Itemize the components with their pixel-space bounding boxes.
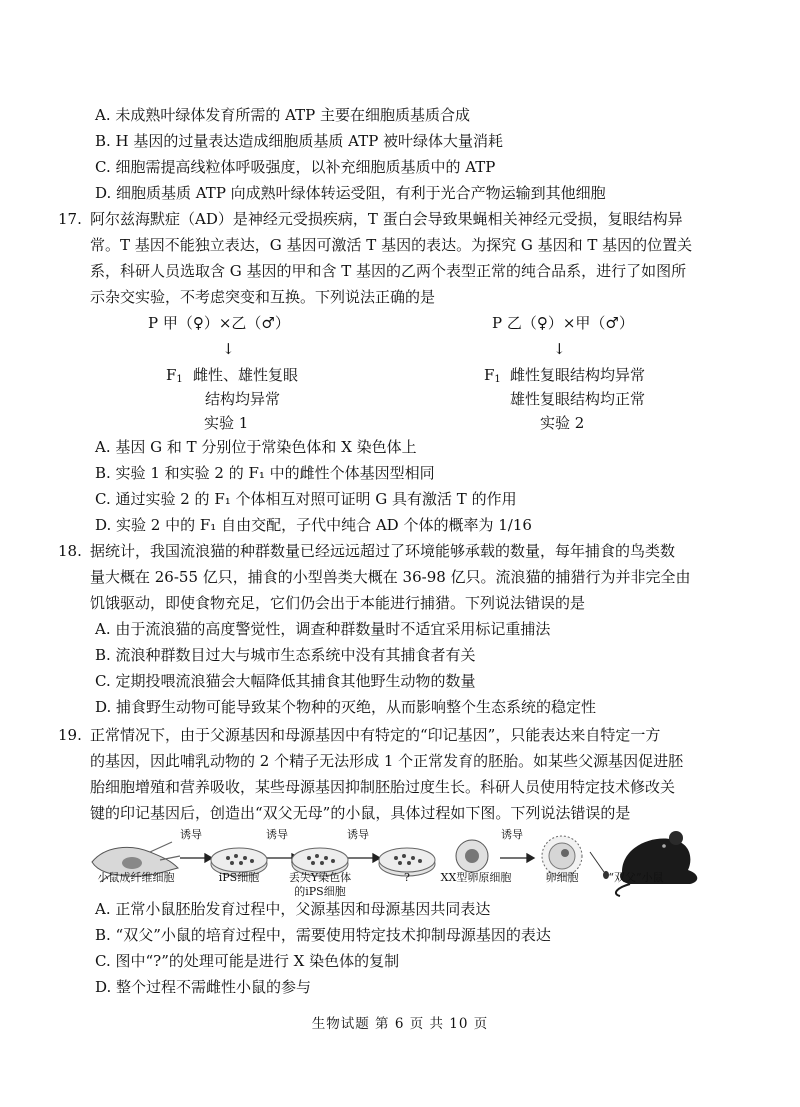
q18-option-c: C. 定期投喂流浪猫会大幅降低其捕食其他野生动物的数量 [95,672,476,690]
q19-stem-line-2: 的基因，因此哺乳动物的 2 个精子无法形成 1 个正常发育的胚胎。如某些父源基因促进胚 [90,752,684,770]
arrow-4-label: 诱导 [501,828,523,841]
q18-option-d: D. 捕食野生动物可能导致某个物种的灭绝，从而影响整个生态系统的稳定性 [95,698,597,716]
q17-stem-line-1: 阿尔兹海默症（AD）是神经元受损疾病，T 蛋白会导致果蝇相关神经元受损，复眼结构异 [90,210,683,228]
q19-figure-drawing [0,822,800,902]
label-ips: iPS细胞 [218,871,260,884]
exp1-arrow: ↓ [222,340,235,358]
label-egg: 卵细胞 [545,871,579,884]
exp2-f1-label: $F_1$ [484,366,501,385]
exp1-title: 实验 1 [204,414,249,432]
exp1-f1-result-1: 雌性、雄性复眼 [193,366,299,384]
mouse-image [590,831,697,896]
label-ips-no-y-2: 的iPS细胞 [294,885,346,898]
q19-stem-line-4: 键的印记基因后，创造出“双父无母”的小鼠，具体过程如下图。下列说法错误的是 [90,804,631,822]
exp1-parents: P 甲（♀）×乙（♂） [148,314,290,332]
egg-cell-image [542,836,582,876]
arrow-2-label: 诱导 [266,828,288,841]
q19-option-a: A. 正常小鼠胚胎发育过程中，父源基因和母源基因共同表达 [95,900,491,918]
q18-stem-line-3: 饥饿驱动，即使食物充足，它们仍会出于本能进行捕猎。下列说法错误的是 [90,594,586,612]
q17-stem-line-4: 示杂交实验，不考虑突变和互换。下列说法正确的是 [90,288,436,306]
q19-option-d: D. 整个过程不需雌性小鼠的参与 [95,978,312,996]
page-footer: 生物试题 第 6 页 共 10 页 [311,1016,489,1032]
q17-option-a: A. 基因 G 和 T 分别位于常染色体和 X 染色体上 [95,438,417,456]
q17-stem-line-2: 常。T 基因不能独立表达，G 基因可激活 T 基因的表达。为探究 G 基因和 T 基因的位置关 [90,236,693,254]
q17-option-d: D. 实验 2 中的 F₁ 自由交配，子代中纯合 AD 个体的概率为 1/16 [95,516,532,534]
label-unknown: ? [404,871,410,884]
exp2-f1-result-2: 雄性复眼结构均正常 [510,390,646,408]
q16-option-d: D. 细胞质基质 ATP 向成熟叶绿体转运受阻，有利于光合产物运输到其他细胞 [95,184,606,202]
exp2-title: 实验 2 [540,414,585,432]
arrow-3-label: 诱导 [347,828,369,841]
q17-stem-line-3: 系，科研人员选取含 G 基因的甲和含 T 基因的乙两个表型正常的纯合品系，进行了如图所 [90,262,687,280]
q18-number: 18. [58,542,82,560]
exp1-f1-result-2: 结构均异常 [205,390,281,408]
q18-stem-line-1: 据统计，我国流浪猫的种群数量已经远远超过了环境能够承载的数量，每年捕食的鸟类数 [90,542,676,560]
label-ips-no-y-1: 丢失Y染色体 [288,871,352,884]
q17-option-b: B. 实验 1 和实验 2 的 F₁ 中的雌性个体基因型相同 [95,464,435,482]
label-oogonium: XX型卵原细胞 [440,871,512,884]
q17-number: 17. [58,210,82,228]
q19-option-b: B. “双父”小鼠的培育过程中，需要使用特定技术抑制母源基因的表达 [95,926,551,944]
q17-option-c: C. 通过实验 2 的 F₁ 个体相互对照可证明 G 具有激活 T 的作用 [95,490,517,508]
oogonium-cell-image [456,840,488,872]
q19-number: 19. [58,726,82,744]
exp1-f1-label: $F_1$ [166,366,183,385]
exp2-f1-result-1: 雌性复眼结构均异常 [510,366,646,384]
arrow-1-label: 诱导 [180,828,202,841]
exp2-arrow: ↓ [553,340,566,358]
q16-option-c: C. 细胞需提高线粒体呼吸强度，以补充细胞质基质中的 ATP [95,158,496,176]
q16-option-a: A. 未成熟叶绿体发育所需的 ATP 主要在细胞质基质合成 [95,106,471,124]
q19-stem-line-3: 胎细胞增殖和营养吸收，某些母源基因抑制胚胎过度生长。科研人员使用特定技术修改关 [90,778,676,796]
q19-option-c: C. 图中“?”的处理可能是进行 X 染色体的复制 [95,952,400,970]
label-fibroblast: 小鼠成纤维细胞 [97,871,175,884]
q18-stem-line-2: 量大概在 26-55 亿只，捕食的小型兽类大概在 36-98 亿只。流浪猫的捕猎行为并非完全由 [90,568,691,586]
q18-option-a: A. 由于流浪猫的高度警觉性，调查种群数量时不适宜采用标记重捕法 [95,620,551,638]
q19-stem-line-1: 正常情况下，由于父源基因和母源基因中有特定的“印记基因”，只能表达来自特定一方 [90,726,661,744]
q16-option-b: B. H 基因的过量表达造成细胞质基质 ATP 被叶绿体大量消耗 [95,132,504,150]
exp2-parents: P 乙（♀）×甲（♂） [492,314,634,332]
q18-option-b: B. 流浪种群数目过大与城市生态系统中没有其捕食者有关 [95,646,476,664]
label-mouse: “双父”小鼠 [608,871,664,884]
